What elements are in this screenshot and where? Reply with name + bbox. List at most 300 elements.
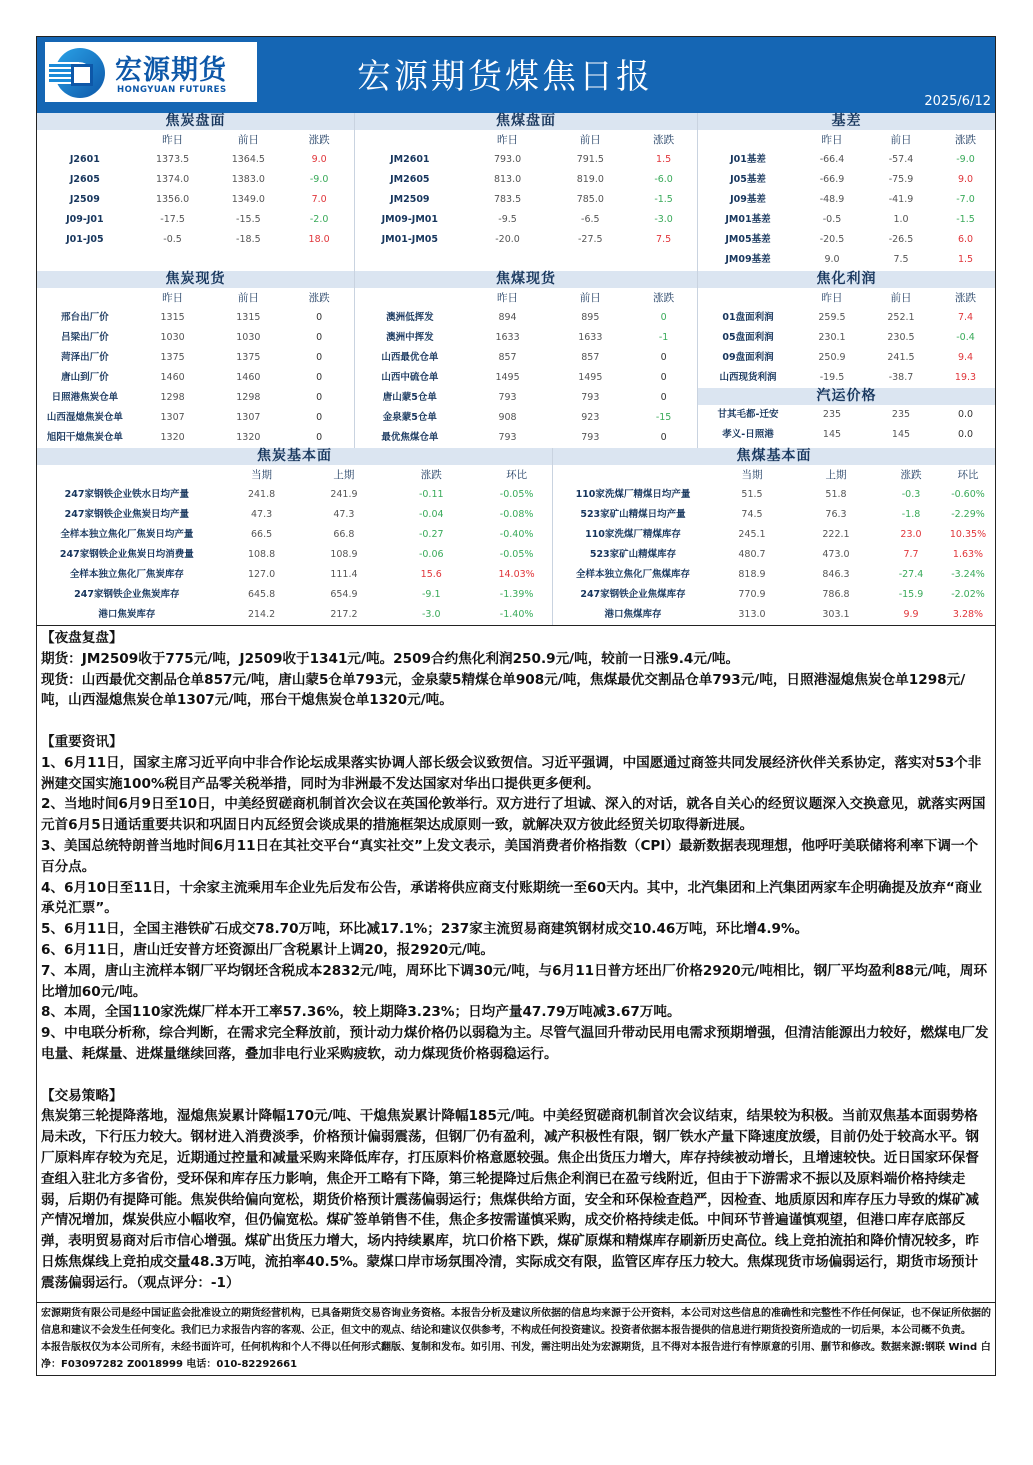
column-header: 上期 xyxy=(825,469,847,481)
row-label: JM01基差 xyxy=(725,214,771,225)
row-label: 日照港焦炭仓单 xyxy=(51,392,119,403)
value-cell: -38.7 xyxy=(888,372,914,383)
change-value: 0 xyxy=(660,432,667,443)
table-row xyxy=(355,348,697,368)
row-label: JM01-JM05 xyxy=(381,234,439,245)
section-title: 焦炭现货 xyxy=(37,271,354,288)
table-row xyxy=(37,348,354,368)
value-cell: -27.5 xyxy=(578,234,603,245)
change-value: 0.0 xyxy=(957,429,974,440)
column-header: 涨跌 xyxy=(308,292,330,304)
coke-spot-table xyxy=(37,271,355,448)
value-cell: 785.0 xyxy=(576,194,604,205)
freight-table xyxy=(698,388,995,445)
value-cell: 241.5 xyxy=(887,352,915,363)
section-title: 焦化利润 xyxy=(698,271,995,288)
column-header: 涨跌 xyxy=(653,134,675,146)
row-label: 邢台出厂价 xyxy=(61,312,109,323)
value-cell: -41.9 xyxy=(888,194,914,205)
table-row xyxy=(37,545,552,565)
table-row xyxy=(698,405,995,425)
section-title: 焦煤基本面 xyxy=(553,448,995,465)
percent-change: -0.05% xyxy=(499,489,534,500)
value-cell: 1030 xyxy=(236,332,261,343)
row-label: JM09基差 xyxy=(725,254,771,265)
row-label: 247家钢铁企业焦炭库存 xyxy=(74,589,180,600)
section-title: 焦炭基本面 xyxy=(37,448,552,465)
row-label: 旭阳干熄焦炭仓单 xyxy=(46,432,123,443)
coal-fundamentals-table xyxy=(553,448,995,625)
news-item: 7、本周，唐山主流样本钢厂平均钢坯含税成本2832元/吨，周环比下调30元/吨，与6月11日普方坯出厂价格2920元/吨相比，钢厂平均盈利88元/吨，周环比增加60元/吨。 xyxy=(41,962,988,1000)
value-cell: 1460 xyxy=(160,372,185,383)
table-row xyxy=(37,308,354,328)
section-title: 焦炭盘面 xyxy=(37,113,354,130)
value-cell: 818.9 xyxy=(738,569,766,580)
row-label: 唐山到厂价 xyxy=(61,372,109,383)
change-value: -15 xyxy=(655,412,672,423)
value-cell: -26.5 xyxy=(888,234,914,245)
change-value: 7.7 xyxy=(903,549,919,560)
column-headers xyxy=(355,288,697,308)
value-cell: 654.9 xyxy=(330,589,358,600)
row-label: 247家钢铁企业铁水日均产量 xyxy=(64,489,189,500)
change-value: 0 xyxy=(316,332,323,343)
change-value: 0 xyxy=(316,412,323,423)
table-row xyxy=(355,210,697,230)
value-cell: 259.5 xyxy=(818,312,846,323)
column-header xyxy=(37,130,133,150)
change-value: 7.0 xyxy=(311,194,327,205)
change-value: -0.27 xyxy=(418,529,444,540)
value-cell: 813.0 xyxy=(493,174,522,185)
table-row xyxy=(355,170,697,190)
row-label: 吕梁出厂价 xyxy=(61,332,109,343)
table-row xyxy=(37,505,552,525)
change-value: -9.1 xyxy=(421,589,441,600)
row-label: JM2601 xyxy=(390,154,430,165)
table-row xyxy=(37,230,354,250)
row-label: 全样本独立焦化厂焦煤库存 xyxy=(575,569,690,580)
value-cell: 793 xyxy=(498,432,517,443)
value-cell: 1633 xyxy=(495,332,520,343)
value-cell: 1374.0 xyxy=(155,174,190,185)
row-label: 唐山蒙5仓单 xyxy=(382,392,437,403)
value-cell: 108.9 xyxy=(330,549,358,560)
change-value: 9.9 xyxy=(903,609,919,620)
row-label: J09-J01 xyxy=(66,214,104,225)
percent-change: 10.35% xyxy=(949,529,987,540)
coal-spot-table xyxy=(355,271,698,448)
table-row xyxy=(698,368,995,388)
row-label: 港口焦炭库存 xyxy=(98,609,156,620)
value-cell: 793 xyxy=(498,392,517,403)
value-cell: 145 xyxy=(891,429,911,440)
night-review-futures: 期货：JM2509收于775元/吨，J2509收于1341元/吨。2509合约焦化利润250.9元/吨，较前一日涨9.4元/吨。 xyxy=(41,650,740,667)
row-label: 山西现货利润 xyxy=(719,372,777,383)
change-value: 0.0 xyxy=(957,409,974,420)
report-date: 2025/6/12 xyxy=(924,94,991,109)
value-cell: 1307 xyxy=(160,412,185,423)
section-title: 汽运价格 xyxy=(698,388,995,405)
value-cell: 9.0 xyxy=(824,254,840,265)
table-row xyxy=(355,428,697,448)
column-header xyxy=(355,130,465,150)
column-headers xyxy=(355,130,697,150)
value-cell: 51.5 xyxy=(741,489,763,500)
table-row xyxy=(37,525,552,545)
value-cell: 1298 xyxy=(160,392,185,403)
value-cell: 222.1 xyxy=(822,529,850,540)
report-header xyxy=(37,37,995,113)
row-label: 山西最优仓单 xyxy=(381,352,439,363)
change-value: 0 xyxy=(316,352,323,363)
table-row xyxy=(698,328,995,348)
value-cell: -66.9 xyxy=(819,174,845,185)
change-value: -27.4 xyxy=(898,569,924,580)
value-cell: -9.5 xyxy=(498,214,517,225)
table-row xyxy=(355,190,697,210)
value-cell: -6.5 xyxy=(581,214,600,225)
value-cell: -17.5 xyxy=(160,214,185,225)
column-header: 前日 xyxy=(237,292,259,304)
percent-change: 1.63% xyxy=(952,549,984,560)
table-row xyxy=(37,605,552,625)
row-label: 09盘面利润 xyxy=(722,352,774,363)
column-header: 前日 xyxy=(890,292,912,304)
change-value: 0 xyxy=(316,392,323,403)
value-cell: 793 xyxy=(581,432,600,443)
table-row xyxy=(553,545,995,565)
change-value: -1 xyxy=(658,332,669,343)
table-row xyxy=(698,250,995,270)
row-label: JM2605 xyxy=(390,174,430,185)
value-cell: 770.9 xyxy=(738,589,766,600)
column-header: 涨跌 xyxy=(653,292,675,304)
change-value: 6.0 xyxy=(957,234,974,245)
table-row xyxy=(355,308,697,328)
row-label: 247家钢铁企业焦炭日均产量 xyxy=(64,509,189,520)
column-headers xyxy=(698,130,995,150)
news-item: 9、中电联分析称，综合判断，在需求完全释放前，预计动力煤价格仍以弱稳为主。尽管气温回升带动民用电需求预期增强，但清洁能源出力较好，燃煤电厂发电量、耗煤量、进煤量继续回落，叠加非电行业采购疲软，动力煤现货价格弱稳运行。 xyxy=(41,1025,989,1062)
row-label: J2605 xyxy=(69,174,100,185)
column-headers xyxy=(553,465,995,485)
value-cell: 1307 xyxy=(236,412,261,423)
value-cell: 923 xyxy=(581,412,600,423)
value-cell: 214.2 xyxy=(247,609,276,620)
column-header: 环比 xyxy=(957,469,979,481)
value-cell: 47.3 xyxy=(250,509,273,520)
column-header: 前日 xyxy=(890,134,912,146)
table-row xyxy=(355,230,697,250)
row-label: JM05基差 xyxy=(725,234,771,245)
strategy-heading: 【交易策略】 xyxy=(41,1087,123,1104)
value-cell: 230.5 xyxy=(887,332,915,343)
value-cell: 1349.0 xyxy=(231,194,265,205)
value-cell: 217.2 xyxy=(330,609,358,620)
column-header: 前日 xyxy=(579,134,601,146)
change-value: 1.5 xyxy=(656,154,672,165)
value-cell: 819.0 xyxy=(576,174,604,185)
table-row xyxy=(37,408,354,428)
column-header xyxy=(37,288,133,308)
row-label: 澳洲低挥发 xyxy=(386,312,434,323)
row-label: 港口焦煤库存 xyxy=(604,609,662,620)
column-header: 昨日 xyxy=(821,134,843,146)
row-label: 甘其毛都-迁安 xyxy=(717,409,779,420)
column-header: 当期 xyxy=(251,469,273,481)
table-row xyxy=(37,388,354,408)
market-tables xyxy=(37,113,995,625)
table-row xyxy=(553,525,995,545)
section-title: 基差 xyxy=(698,113,995,130)
row-label: J05基差 xyxy=(730,174,766,185)
disclaimer-copyright: 本报告版权仅为本公司所有，未经书面许可，任何机构和个人不得以任何形式翻版、复制和发布。如引用、刊发，需注明出处为宏源期货，且不得对本报告进行有悖原意的引用、删节和修改。数据来源:钢联 Wind 白净：F03097282 Z0018999 电话：010-82292661 xyxy=(41,1341,991,1370)
value-cell: 235 xyxy=(891,409,911,420)
value-cell: 1320 xyxy=(160,432,185,443)
value-cell: -0.5 xyxy=(163,234,182,245)
value-cell: 51.8 xyxy=(825,489,847,500)
column-headers xyxy=(698,288,995,308)
logo-text-en: HONGYUAN FUTURES xyxy=(117,85,227,95)
section-title: 焦煤现货 xyxy=(355,271,697,288)
value-cell: 241.9 xyxy=(330,489,358,500)
value-cell: -57.4 xyxy=(888,154,914,165)
table-row xyxy=(698,425,995,445)
column-header: 当期 xyxy=(741,469,763,481)
row-label: J2509 xyxy=(69,194,100,205)
change-value: 9.0 xyxy=(957,174,974,185)
news-item: 5、6月11日，全国主港铁矿石成交78.70万吨，环比减17.1%；237家主流贸易商建筑钢材成交10.46万吨，环比增4.9%。 xyxy=(41,921,809,938)
value-cell: 857 xyxy=(498,352,517,363)
value-cell: 1633 xyxy=(578,332,603,343)
disclaimer xyxy=(37,1302,995,1375)
row-label: 澳洲中挥发 xyxy=(386,332,434,343)
value-cell: -18.5 xyxy=(236,234,261,245)
news-item: 2、当地时间6月9日至10日，中美经贸磋商机制首次会议在英国伦敦举行。双方进行了坦诚、深入的对话，就各自关心的经贸议题深入交换意见，就落实两国元首6月5日通话重要共识和巩固日内瓦经贸会谈成果的措施框架达成原则一致，就解决双方彼此经贸关切取得新进展。 xyxy=(41,796,986,834)
table-row xyxy=(37,565,552,585)
column-header: 前日 xyxy=(579,292,601,304)
change-value: -9.0 xyxy=(956,154,975,165)
value-cell: 1315 xyxy=(236,312,261,323)
table-row xyxy=(698,150,995,170)
column-header: 昨日 xyxy=(162,134,184,146)
value-cell: 252.1 xyxy=(887,312,915,323)
value-cell: 66.5 xyxy=(250,529,273,540)
logo-square-icon xyxy=(71,64,93,86)
table-row xyxy=(37,368,354,388)
value-cell: 783.5 xyxy=(493,194,522,205)
row-label: 全样本独立焦化厂焦炭库存 xyxy=(69,569,184,580)
change-value: -2.0 xyxy=(309,214,329,225)
percent-change: -0.08% xyxy=(499,509,534,520)
value-cell: 7.5 xyxy=(893,254,909,265)
change-value: 0 xyxy=(660,312,667,323)
value-cell: 303.1 xyxy=(822,609,850,620)
row-label: 山西中硫仓单 xyxy=(381,372,439,383)
value-cell: -15.5 xyxy=(236,214,261,225)
column-header: 涨跌 xyxy=(955,134,976,146)
value-cell: 1298 xyxy=(236,392,261,403)
value-cell: 47.3 xyxy=(333,509,355,520)
value-cell: 793 xyxy=(581,392,600,403)
value-cell: 127.0 xyxy=(247,569,276,580)
table-row xyxy=(37,150,354,170)
column-header: 涨跌 xyxy=(308,134,330,146)
value-cell: 245.1 xyxy=(738,529,766,540)
table-row xyxy=(37,328,354,348)
value-cell: 1315 xyxy=(160,312,185,323)
value-cell: 1373.5 xyxy=(155,154,190,165)
value-cell: 313.0 xyxy=(738,609,766,620)
value-cell: 473.0 xyxy=(822,549,850,560)
table-row xyxy=(698,170,995,190)
value-cell: 1030 xyxy=(160,332,185,343)
logo-text-cn: 宏源期货 xyxy=(115,55,227,86)
value-cell: 1495 xyxy=(495,372,520,383)
table-row xyxy=(355,368,697,388)
tables-row-3 xyxy=(37,448,995,625)
value-cell: 894 xyxy=(498,312,517,323)
value-cell: -0.5 xyxy=(822,214,842,225)
change-value: 1.5 xyxy=(957,254,974,265)
row-label: 05盘面利润 xyxy=(722,332,774,343)
change-value: -0.06 xyxy=(418,549,444,560)
column-header: 涨跌 xyxy=(955,292,976,304)
change-value: -3.0 xyxy=(654,214,673,225)
change-value: 0 xyxy=(316,372,323,383)
change-value: -0.11 xyxy=(418,489,444,500)
table-row xyxy=(553,505,995,525)
percent-change: 3.28% xyxy=(952,609,984,620)
column-header xyxy=(553,465,713,485)
table-row xyxy=(37,170,354,190)
row-label: 247家钢铁企业焦煤库存 xyxy=(580,589,686,600)
news-heading: 【重要资讯】 xyxy=(41,733,123,750)
disclaimer-paragraph: 宏源期货有限公司是经中国证监会批准设立的期货经营机构，已具备期货交易咨询业务资格。本报告分析及建议所依据的信息均来源于公开资料，本公司对这些信息的准确性和完整性不作任何保证，也不保证所依据的信息和建议不会发生任何变化。我们已力求报告内容的客观、公正，但文中的观点、结论和建议仅供参考，不构成任何投资建议。投资者依据本报告提供的信息进行期货投资所造成的一切后果，本公司概不负责。 xyxy=(41,1307,991,1336)
news-item: 8、本周，全国110家洗煤厂样本开工率57.36%，较上期降3.23%；日均产量47.79万吨减3.67万吨。 xyxy=(41,1004,681,1021)
column-header: 涨跌 xyxy=(420,469,442,481)
percent-change: -3.24% xyxy=(951,569,985,580)
column-header xyxy=(698,288,798,308)
commentary xyxy=(37,625,995,1302)
change-value: 0 xyxy=(316,312,323,323)
value-cell: 846.3 xyxy=(822,569,850,580)
value-cell: 908 xyxy=(498,412,517,423)
change-value: 9.4 xyxy=(957,352,974,363)
table-row xyxy=(37,585,552,605)
value-cell: 1356.0 xyxy=(155,194,190,205)
column-header: 昨日 xyxy=(497,292,519,304)
column-header: 昨日 xyxy=(821,292,843,304)
change-value: 23.0 xyxy=(900,529,922,540)
value-cell: 1495 xyxy=(578,372,603,383)
percent-change: -0.40% xyxy=(499,529,534,540)
change-value: 15.6 xyxy=(420,569,442,580)
table-row xyxy=(553,605,995,625)
table-row xyxy=(355,408,697,428)
table-row xyxy=(355,328,697,348)
tables-row-2 xyxy=(37,271,995,448)
value-cell: 786.8 xyxy=(822,589,850,600)
tables-row-1 xyxy=(37,113,995,271)
night-review-heading: 【夜盘复盘】 xyxy=(41,630,123,646)
company-logo xyxy=(45,42,257,102)
column-header: 昨日 xyxy=(497,134,519,146)
row-label: J01基差 xyxy=(730,154,766,165)
coal-futures-table xyxy=(355,113,698,271)
table-row xyxy=(553,485,995,505)
change-value: -0.3 xyxy=(901,489,921,500)
row-label: 菏泽出厂价 xyxy=(61,352,109,363)
percent-change: -1.39% xyxy=(499,589,534,600)
change-value: -1.5 xyxy=(956,214,975,225)
basis-table xyxy=(698,113,995,271)
table-row xyxy=(698,190,995,210)
percent-change: -0.05% xyxy=(499,549,534,560)
value-cell: 793.0 xyxy=(493,154,522,165)
column-header xyxy=(355,288,465,308)
value-cell: 1460 xyxy=(236,372,261,383)
column-header xyxy=(37,465,217,485)
value-cell: -75.9 xyxy=(888,174,914,185)
value-cell: -19.5 xyxy=(819,372,845,383)
change-value: -6.0 xyxy=(654,174,673,185)
table-row xyxy=(553,565,995,585)
row-label: J09基差 xyxy=(730,194,766,205)
table-row xyxy=(698,230,995,250)
value-cell: 1375 xyxy=(236,352,261,363)
row-label: JM09-JM01 xyxy=(381,214,439,225)
value-cell: 230.1 xyxy=(818,332,846,343)
report-title: 宏源期货煤焦日报 xyxy=(357,57,653,97)
news-item: 3、美国总统特朗普当地时间6月11日在其社交平台“真实社交”上发文表示，美国消费者价格指数（CPI）最新数据表现理想，他呼吁美联储将利率下调一个百分点。 xyxy=(41,837,979,875)
change-value: -1.5 xyxy=(654,194,673,205)
value-cell: 76.3 xyxy=(825,509,847,520)
change-value: 18.0 xyxy=(308,234,330,245)
percent-change: -2.29% xyxy=(951,509,985,520)
row-label: 523家矿山精煤日均产量 xyxy=(580,509,686,520)
column-header xyxy=(698,130,798,150)
value-cell: 1364.5 xyxy=(231,154,265,165)
column-header: 涨跌 xyxy=(900,469,922,481)
column-header: 昨日 xyxy=(162,292,184,304)
row-label: 110家洗煤厂精煤库存 xyxy=(585,529,681,540)
change-value: 0 xyxy=(660,372,667,383)
row-label: 247家钢铁企业焦炭日均消费量 xyxy=(59,549,194,560)
row-label: 金泉蒙5仓单 xyxy=(382,412,437,423)
change-value: 0 xyxy=(316,432,323,443)
table-row xyxy=(553,585,995,605)
coke-fundamentals-table xyxy=(37,448,553,625)
change-value: -7.0 xyxy=(956,194,975,205)
percent-change: -1.40% xyxy=(499,609,534,620)
row-label: JM2509 xyxy=(390,194,430,205)
row-label: J01-J05 xyxy=(66,234,104,245)
table-row xyxy=(37,428,354,448)
change-value: 7.4 xyxy=(957,312,974,323)
change-value: 0 xyxy=(660,392,667,403)
change-value: -0.4 xyxy=(956,332,975,343)
percent-change: -2.02% xyxy=(951,589,985,600)
change-value: -15.9 xyxy=(898,589,924,600)
row-label: 523家矿山精煤库存 xyxy=(589,549,677,560)
news-item: 6、6月11日，唐山迁安普方坯资源出厂含税累计上调20，报2920元/吨。 xyxy=(41,941,494,958)
change-value: 9.0 xyxy=(311,154,327,165)
night-review-spot: 现货：山西最优交割品仓单857元/吨，唐山蒙5仓单793元，金泉蒙5精煤仓单908元/吨，焦煤最优交割品仓单793元/吨，日照港湿熄焦炭仓单1298元/吨，山西湿熄焦炭仓单1307元/吨，邢台干熄焦炭仓单1320元/吨。 xyxy=(41,671,966,709)
table-row xyxy=(37,210,354,230)
value-cell: 108.8 xyxy=(247,549,276,560)
value-cell: 791.5 xyxy=(576,154,604,165)
